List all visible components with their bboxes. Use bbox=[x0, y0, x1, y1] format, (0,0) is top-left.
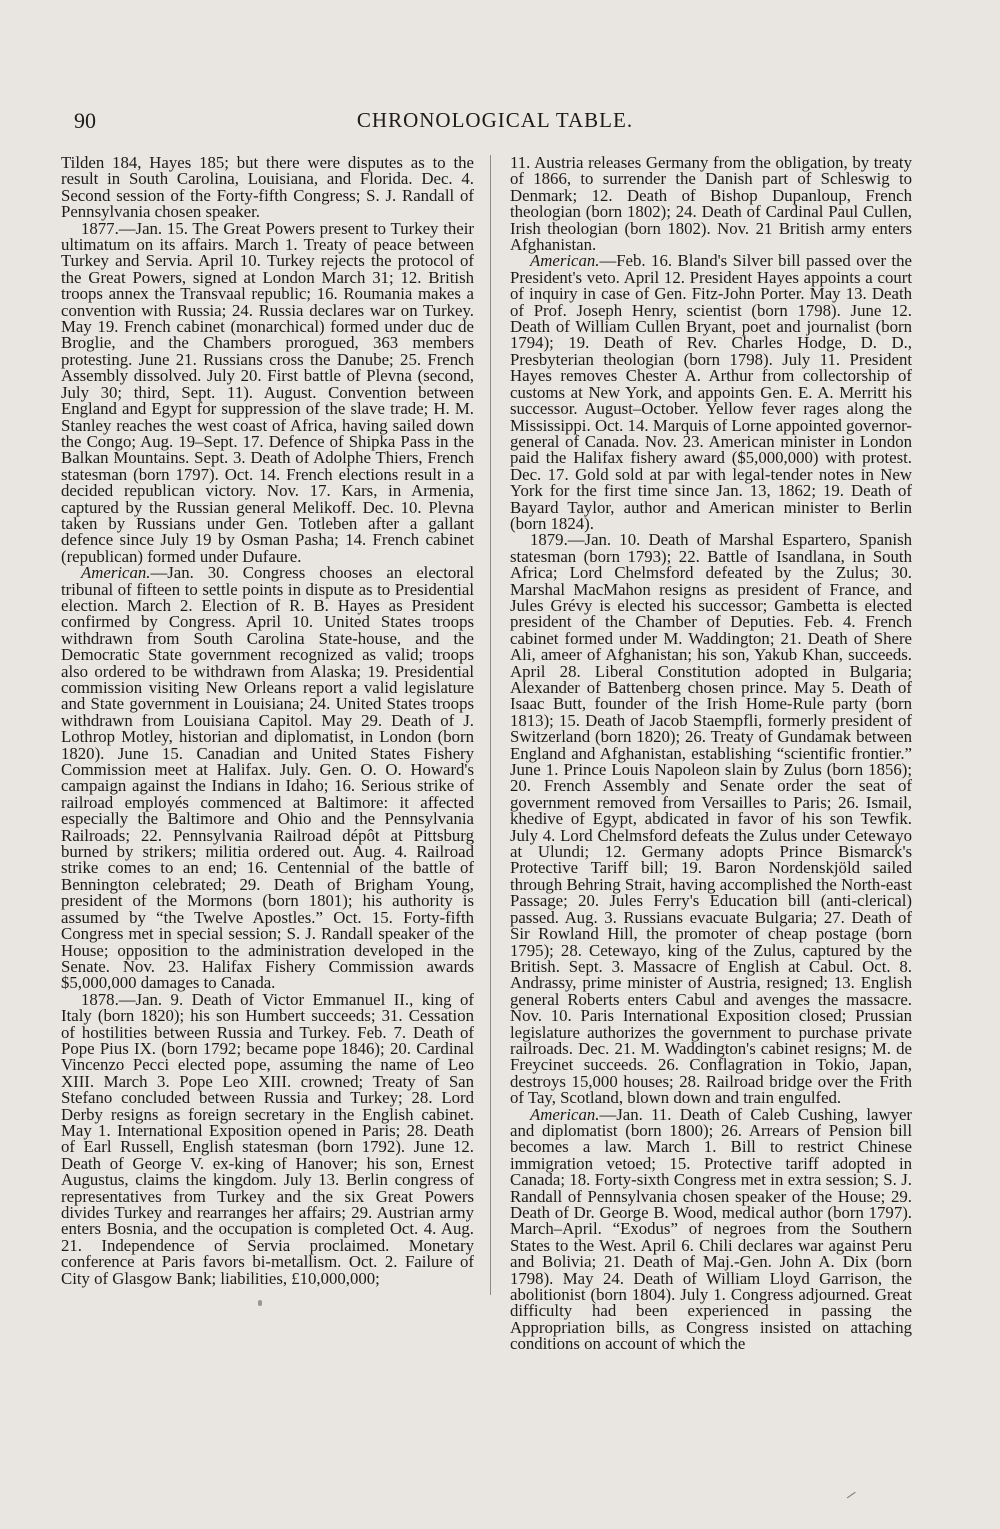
right-column bbox=[510, 155, 912, 1353]
left-column bbox=[61, 155, 474, 1287]
section-lead-american: American. bbox=[81, 563, 151, 583]
paragraph-text: —Jan. 30. Congress chooses an electoral tribunal of fifteen to settle points in dispute as to Presidential election. March 2. Election of R. B. Hayes as President confirmed by Congress. April 10. United States troops withdrawn from South Carolina State-house, and the Democratic State government recognized as valid; troops also ordered to be withdrawn from Alaska; 19. Presidential commission visiting New Orleans report a valid legislature and State government in Louisiana; 24. United States troops withdrawn from Louisiana Capitol. May 29. Death of J. Lothrop Motley, historian and diplomatist, in London (born 1820). June 15. Canadian and United States Fishery Commission meet at Halifax. July. Gen. O. O. Howard's campaign against the Indians in Idaho; 16. Serious strike of railroad employés commenced at Baltimore: it affected especially the Baltimore and Ohio and the Pennsylvania Railroads; 22. Pennsylvania Railroad dépôt at Pittsburg burned by strikers; militia ordered out. Aug. 4. Railroad strike comes to an end; 16. Centennial of the battle of Bennington celebrated; 29. Death of Brigham Young, president of the Mormons (born 1801); his authority is assumed by “the Twelve Apostles.” Oct. 15. Forty-fifth Congress met in special session; S. J. Randall speaker of the House; opposition to the administration developed in the Senate. Nov. 23. Halifax Fishery Commission awards $5,000,000 damages to Canada. bbox=[61, 563, 474, 993]
page-header bbox=[74, 108, 916, 140]
paragraph-text: —Feb. 16. Bland's Silver bill passed over the President's veto. April 12. President Hayes appoints a court of inquiry in case of Gen. Fitz-John Porter. May 13. Death of Prof. Joseph Henry, scientist (born 1798). June 12. Death of William Cullen Bryant, poet and journalist (born 1794); 19. Death of Rev. Charles Hodge, D. D., Presbyterian theologian (born 1798). July 11. President Hayes removes Chester A. Arthur from collectorship of customs at New York, and appoints Gen. E. A. Merritt his successor. August–October. Yellow fever rages along the Mississippi. Oct. 14. Marquis of Lorne appointed governor-general of Canada. Nov. 23. American minister in London paid the Halifax fishery award ($5,000,000) with protest. Dec. 17. Gold sold at par with legal-tender notes in New York for the first time since Jan. 13, 1862; 19. Death of Bayard Taylor, author and American minister to Berlin (born 1824). bbox=[510, 251, 912, 533]
running-head: CHRONOLOGICAL TABLE. bbox=[356, 108, 634, 132]
paragraph-1877: 1877.—Jan. 15. The Great Powers present to Turkey their ultimatum on its affairs. March 1. Treaty of peace between Turkey and Servia. April 10. Turkey rejects the protocol of the Great Powers, signed at London March 31; 12. British troops annex the Transvaal republic; 16. Roumania makes a convention with Russia; 24. Russia declares war on Turkey. May 19. French cabinet (monarchical) formed under duc de Broglie, and the Chambers prorogued, 363 members protesting. June 21. Russians cross the Danube; 25. French Assembly dissolved. July 20. First battle of Plevna (second, July 30; third, Sept. 11). August. Convention between England and Egypt for suppression of the slave trade; H. M. Stanley reaches the west coast of Africa, having sailed down the Congo; Aug. 19–Sept. 17. Defence of Shipka Pass in the Balkan Mountains. Sept. 3. Death of Adolphe Thiers, French statesman (born 1797). Oct. 14. French elections result in a decided republican victory. Nov. 17. Kars, in Armenia, captured by the Russian general Melikoff. Dec. 10. Plevna taken by Russians under Gen. Totleben after a gallant defence since July 19 by Osman Pasha; 14. French cabinet (republican) formed under Dufaure. bbox=[61, 218, 474, 566]
paragraph-text: —Jan. 11. Death of Caleb Cushing, lawyer and diplomatist (born 1800); 26. Arrears of Pension bill becomes a law. March 1. Bill to restrict Chinese immigration vetoed; 15. Protective tariff adopted in Canada; 18. Forty-sixth Congress met in extra session; S. J. Randall of Pennsylvania chosen speaker of the House; 29. Death of Dr. George B. Wood, medical author (born 1797). March–April. “Exodus” of negroes from the Southern States to the West. April 6. Chili declares war against Peru and Bolivia; 21. Death of Maj.-Gen. John A. Dix (born 1798). May 24. Death of William Lloyd Garrison, the abolitionist (born 1804). July 1. Congress adjourned. Great difficulty had been experienced in passing the Appropriation bills, as Congress insisted on attaching conditions on account of which the bbox=[510, 1104, 912, 1354]
paragraph-tilden-hayes: Tilden 184, Hayes 185; but there were disputes as to the result in South Carolina, Louisiana, and Florida. Dec. 4. Second session of the Forty-fifth Congress; S. J. Randall of Pennsylvania chosen speaker. bbox=[61, 153, 474, 222]
paragraph-1879: 1879.—Jan. 10. Death of Marshal Espartero, Spanish statesman (born 1793); 22. Battle of Isandlana, in South Africa; Lord Chelmsford defeated by the Zulus; 30. Marshal MacMahon resigns as president of France, and Jules Grévy is elected his successor; Gambetta is elected president of the Chamber of Deputies. Feb. 4. French cabinet formed under M. Waddington; 21. Death of Shere Ali, ameer of Afghanistan; his son, Yakub Khan, succeeds. April 28. Liberal Constitution adopted in Bulgaria; Alexander of Battenberg chosen prince. May 5. Death of Isaac Butt, founder of the Irish Home-Rule party (born 1813); 15. Death of Jacob Staempfli, formerly president of Switzerland (born 1820); 26. Treaty of Gundamak between England and Afghanistan, establishing “scientific frontier.” June 1. Prince Louis Napoleon slain by Zulus (born 1856); 20. French Assembly and Senate order the seat of government removed from Versailles to Paris; 26. Ismail, khedive of Egypt, abdicated in favor of his son Tewfik. July 4. Lord Chelmsford defeats the Zulus under Cetewayo at Ulundi; 12. Germany adopts Prince Bismarck's Protective Tariff bill; 19. Baron Nordenskjöld sailed through Behring Strait, having accomplished the North-east Passage; 20. Jules Ferry's Education bill (anti-clerical) passed. Aug. 3. Russians evacuate Bulgaria; 27. Death of Sir Rowland Hill, the promoter of cheap postage (born 1795); 28. Cetewayo, king of the Zulus, captured by the British. Sept. 3. Massacre of English at Cabul. Oct. 8. Andrassy, prime minister of Austria, resigned; 13. English general Roberts enters Cabul and avenges the massacre. Nov. 10. Paris International Exposition closed; Prussian legislature authorizes the government to purchase private railroads. Dec. 21. M. Waddington's cabinet resigns; M. de Freycinet succeeds. 26. Conflagration in Tokio, Japan, destroys 15,000 houses; 28. Railroad bridge over the Frith of Tay, Scotland, blown down and train engulfed. bbox=[510, 530, 912, 1108]
paragraph-1878: 1878.—Jan. 9. Death of Victor Emmanuel II., king of Italy (born 1820); his son Humbert succeeds; 31. Cessation of hostilities between Russia and Turkey. Feb. 7. Death of Pope Pius IX. (born 1792; became pope 1846); 20. Cardinal Vincenzo Pecci elected pope, assuming the name of Leo XIII. March 3. Pope Leo XIII. crowned; Treaty of San Stefano concluded between Russia and Turkey; 28. Lord Derby resigns as foreign secretary in the English cabinet. May 1. International Exposition opened in Paris; 28. Death of Earl Russell, English statesman (born 1792). June 12. Death of George V. ex-king of Hanover; his son, Ernest Augustus, claims the kingdom. July 13. Berlin congress of representatives from Turkey and the six Great Powers divides Turkey and rearranges her affairs; 29. Austrian army enters Bosnia, and the occupation is completed Oct. 4. Aug. 21. Independence of Servia proclaimed. Monetary conference at Paris favors bi-metallism. Oct. 2. Failure of City of Glasgow Bank; liabilities, £10,000,000; bbox=[61, 989, 474, 1288]
paragraph-1877-american bbox=[61, 565, 474, 992]
section-lead-american: American. bbox=[530, 1104, 600, 1124]
column-divider bbox=[490, 155, 491, 1295]
page-number: 90 bbox=[74, 108, 96, 133]
paragraph-1878-american bbox=[510, 253, 912, 532]
paragraph-1878-continued: 11. Austria releases Germany from the obligation, by treaty of 1866, to surrender the Danish part of Schleswig to Denmark; 12. Death of Bishop Dupanloup, French theologian (born 1802); 24. Death of Cardinal Paul Cullen, Irish theologian (born 1802). Nov. 21 British army enters Afghanistan. bbox=[510, 153, 912, 255]
section-lead-american: American. bbox=[530, 251, 600, 271]
paragraph-1879-american bbox=[510, 1104, 912, 1354]
paper-mark bbox=[258, 1300, 262, 1306]
pen-mark bbox=[847, 1492, 859, 1503]
